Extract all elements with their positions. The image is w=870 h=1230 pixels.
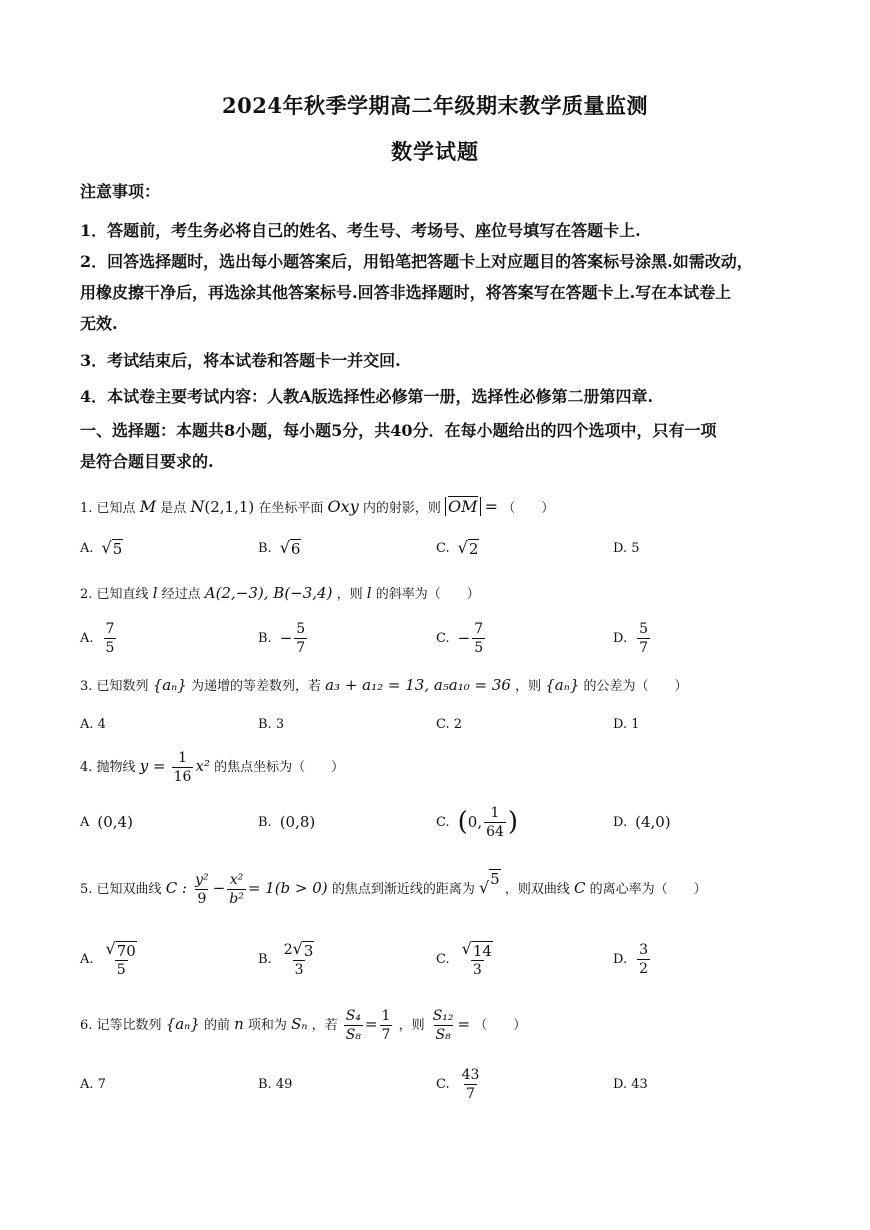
q6-eq-1: = <box>364 1015 378 1033</box>
q5-option-d[interactable] <box>613 936 652 982</box>
q5-fraction-1 <box>193 871 211 908</box>
q6-option-c-label: C. <box>436 1076 450 1092</box>
q4-frac-num: 1 <box>178 750 188 766</box>
q1-option-a-label: A. <box>80 540 94 556</box>
q4-text-2: 的焦点坐标为（ ） <box>214 760 345 775</box>
q3-options <box>80 704 792 744</box>
q5-a-sqrt: √ 70 <box>105 938 136 960</box>
q5-option-c-label: C. <box>436 951 450 967</box>
q5-f1-den: 9 <box>197 891 207 907</box>
q1-plane: Oxy <box>327 497 359 516</box>
q3-text-2: 为递增的等差数列，若 <box>190 679 321 694</box>
q2-option-c-label: C. <box>436 630 450 646</box>
exam-title: 2024年秋季学期高二年级期末教学质量监测 <box>222 93 648 118</box>
q6-option-d-label: D. 43 <box>613 1076 648 1092</box>
q1-option-b-value: 6 <box>290 540 301 558</box>
notice-item-2a: 2．回答选择题时，选出每小题答案后，用铅笔把答题卡上对应题目的答案标号涂黑.如需改动， <box>80 252 753 271</box>
q1-text-1: 1. 已知点 <box>80 501 136 516</box>
q2-option-d-fraction <box>637 620 650 657</box>
q6-text-1: 6. 记等比数列 <box>80 1018 162 1033</box>
q4-frac-den: 16 <box>173 769 192 785</box>
q4-fraction <box>172 749 194 786</box>
q1-point-n: N <box>190 497 205 516</box>
q4-option-d-value: (4,0) <box>635 813 671 831</box>
q1-option-b[interactable] <box>258 528 301 568</box>
q6-f1-num: S₄ <box>345 1008 361 1024</box>
q4-option-d[interactable] <box>613 800 671 844</box>
q5-curve-c-2: C <box>574 879 586 897</box>
q2-b-num: 5 <box>296 620 306 637</box>
q2-c-num: 7 <box>474 620 484 637</box>
q4-option-c-fraction <box>484 804 506 841</box>
q1-text-3: 在坐标平面 <box>258 501 324 516</box>
q6-option-b-label: B. 49 <box>258 1076 293 1092</box>
q4-option-c[interactable]: C. ( 0, $\frac{1}{64}$ ) <box>436 804 519 840</box>
q6-sn: Sₙ <box>291 1015 308 1033</box>
q6-c-num: 43 <box>461 1066 480 1083</box>
q4-option-a[interactable] <box>80 800 133 844</box>
q2-line-l-2: l <box>366 584 372 602</box>
q5-c-sqrt: √ 14 <box>461 938 492 960</box>
q1-vector-om: OM <box>448 497 478 516</box>
q4-option-a-value: (0,4) <box>97 813 133 831</box>
q6-f3-num: S₁₂ <box>432 1008 454 1024</box>
q3-option-c[interactable] <box>436 704 462 744</box>
q5-option-b-fraction <box>282 940 317 979</box>
q2-option-b-fraction <box>294 620 307 657</box>
q6-option-c[interactable] <box>436 1062 483 1106</box>
q6-c-den: 7 <box>466 1085 475 1102</box>
q2-option-a[interactable] <box>80 618 118 658</box>
notice-item-2c: 无效. <box>80 314 118 333</box>
q4-option-c-label: C. <box>436 814 450 830</box>
q6-sequence: {aₙ} <box>165 1015 200 1033</box>
q3-option-a-label: A. 4 <box>80 716 106 732</box>
q1-option-d-label: D. 5 <box>613 540 640 556</box>
q4-options <box>80 800 792 844</box>
q3-option-c-label: C. 2 <box>436 716 463 732</box>
question-4 <box>80 748 792 786</box>
q2-points: A(2,−3), B(−3,4) <box>204 584 333 602</box>
q2-options <box>80 618 792 658</box>
notice-item-1: 1．答题前，考生务必将自己的姓名、考生号、考场号、座位号填写在答题卡上. <box>80 221 641 240</box>
q3-sequence: {aₙ} <box>152 676 187 694</box>
q3-option-a[interactable] <box>80 704 106 744</box>
question-6 <box>80 1004 792 1046</box>
q5-a-root: 70 <box>116 941 136 960</box>
q5-f1-num: y² <box>195 872 209 888</box>
q5-root-value: 5 <box>490 870 500 888</box>
question-1 <box>80 496 792 520</box>
q1-option-b-sqrt: √ 6 <box>279 538 301 558</box>
q1-text-4: 内的射影，则 <box>362 501 441 516</box>
q2-c-sign: − <box>457 629 471 647</box>
q3-text-1: 3. 已知数列 <box>80 679 149 694</box>
q3-text-3: ，则 <box>515 679 542 694</box>
q5-fraction-2 <box>227 871 246 908</box>
q4-option-a-label: A <box>80 814 90 830</box>
q2-option-c[interactable] <box>436 618 487 658</box>
q4-option-b-label: B. <box>258 814 272 830</box>
q5-curve-c: C : <box>165 879 187 897</box>
q1-option-d[interactable] <box>613 528 640 568</box>
q1-point-m: M <box>139 497 157 516</box>
q5-option-c[interactable] <box>436 936 497 982</box>
q3-text-4: 的公差为（ ） <box>583 679 688 694</box>
q5-option-c-fraction <box>460 940 495 979</box>
q6-option-a[interactable] <box>80 1062 106 1106</box>
section-1-heading-a: 一、选择题：本题共8小题，每小题5分，共40分．在每小题给出的四个选项中，只有一项 <box>80 421 717 440</box>
q2-text-4: 的斜率为（ ） <box>375 587 480 602</box>
q1-option-c-label: C. <box>436 540 450 556</box>
q2-b-sign: − <box>279 629 293 647</box>
q2-option-b[interactable] <box>258 618 309 658</box>
q5-c-den: 3 <box>472 961 482 978</box>
q5-b-root: 3 <box>303 941 314 960</box>
notice-item-2b: 用橡皮擦干净后，再选涂其他答案标号.回答非选择题时，将答案写在答题卡上.写在本试卷上 <box>80 283 732 302</box>
q6-text-3: 项和为 <box>247 1018 287 1033</box>
q4-c-prefix: 0, <box>467 813 483 831</box>
q4-y-equals: y = <box>139 757 166 775</box>
q4-option-d-label: D. <box>613 814 628 830</box>
q5-rhs: = 1(b > 0) <box>247 879 328 897</box>
question-2 <box>80 582 792 606</box>
q4-option-b[interactable] <box>258 800 315 844</box>
q6-text-2: 的前 <box>203 1018 230 1033</box>
q6-option-d[interactable] <box>613 1062 648 1106</box>
q1-equals: = <box>484 497 499 516</box>
q6-fraction-3 <box>431 1007 456 1044</box>
q2-a-den: 5 <box>105 639 115 656</box>
q6-options <box>80 1062 792 1106</box>
q6-fraction-2 <box>380 1007 393 1044</box>
q4-text-1: 4. 抛物线 <box>80 760 136 775</box>
q6-f3-den: S₈ <box>435 1027 451 1043</box>
q2-option-d-label: D. <box>613 630 628 646</box>
q6-f1-den: S₈ <box>345 1027 361 1043</box>
q5-text-2: 的焦点到渐近线的距离为 <box>331 882 475 897</box>
q1-options <box>80 528 792 568</box>
q5-b-den: 3 <box>294 961 304 978</box>
q2-option-b-label: B. <box>258 630 272 646</box>
q4-x-squared: x² <box>195 757 210 775</box>
q1-option-c-value: 2 <box>468 540 479 558</box>
q2-a-num: 7 <box>105 620 115 637</box>
q2-option-d[interactable] <box>613 618 652 658</box>
q5-b-sqrt: √ 3 <box>292 938 314 960</box>
q1-option-c[interactable] <box>436 528 479 568</box>
q5-d-num: 3 <box>639 941 649 958</box>
q3-option-d-label: D. 1 <box>613 716 640 732</box>
q5-a-den: 5 <box>116 961 126 978</box>
question-3 <box>80 674 792 698</box>
q5-text-3: ，则双曲线 <box>504 882 570 897</box>
q1-option-a[interactable] <box>80 528 123 568</box>
q5-option-d-label: D. <box>613 951 628 967</box>
exam-subtitle: 数学试题 <box>391 139 479 164</box>
q1-text-5: （ ） <box>502 501 555 516</box>
q5-text-1: 5. 已知双曲线 <box>80 882 162 897</box>
q6-fraction-1 <box>344 1007 363 1044</box>
q5-b-coef: 2 <box>283 941 293 958</box>
q2-b-den: 7 <box>296 639 306 656</box>
q1-option-c-sqrt: √ 2 <box>457 538 479 558</box>
q1-option-b-label: B. <box>258 540 272 556</box>
q2-text-2: 经过点 <box>161 587 201 602</box>
q6-text-6: （ ） <box>474 1018 527 1033</box>
q6-eq-2: = <box>457 1015 471 1033</box>
q5-options <box>80 936 792 982</box>
q2-option-a-label: A. <box>80 630 94 646</box>
q6-f2-den: 7 <box>381 1027 391 1043</box>
q2-line-l: l <box>152 584 158 602</box>
q6-f2-num: 1 <box>381 1008 391 1024</box>
notice-item-4: 4．本试卷主要考试内容：人教A版选择性必修第一册，选择性必修第二册第四章. <box>80 387 654 406</box>
q5-root: √ 5 <box>478 870 500 897</box>
q2-option-c-fraction <box>472 620 485 657</box>
q6-n: n <box>234 1015 244 1033</box>
q2-option-a-fraction <box>104 620 117 657</box>
q1-vector-abs <box>445 497 481 516</box>
q5-d-den: 2 <box>639 960 649 977</box>
q1-option-a-value: 5 <box>112 540 123 558</box>
q5-option-d-fraction <box>637 941 650 978</box>
q6-text-5: ，则 <box>398 1018 425 1033</box>
q4-c-num: 1 <box>490 804 500 821</box>
q5-option-a-label: A. <box>80 951 94 967</box>
question-5 <box>80 868 792 910</box>
q2-d-den: 7 <box>639 639 649 656</box>
q6-option-c-fraction <box>460 1066 482 1103</box>
q5-f2-den: b² <box>229 891 244 907</box>
q3-option-d[interactable] <box>613 704 640 744</box>
q2-d-num: 5 <box>639 620 649 637</box>
q1-point-n-coords: (2,1,1) <box>204 498 255 516</box>
q2-text-1: 2. 已知直线 <box>80 587 149 602</box>
q5-option-a-fraction <box>104 940 139 979</box>
q5-option-b[interactable] <box>258 936 318 982</box>
q6-option-a-label: A. 7 <box>80 1076 106 1092</box>
q1-text-2: 是点 <box>160 501 187 516</box>
q5-option-a[interactable] <box>80 936 141 982</box>
q4-c-den: 64 <box>486 823 504 840</box>
notice-item-3: 3．考试结束后，将本试卷和答题卡一并交回. <box>80 351 401 370</box>
q5-minus: − <box>212 879 226 897</box>
q6-text-4: ，若 <box>311 1018 338 1033</box>
q1-option-a-sqrt: √ 5 <box>101 538 123 558</box>
q3-sequence-2: {aₙ} <box>545 676 580 694</box>
section-1-heading-b: 是符合题目要求的. <box>80 452 214 471</box>
q5-c-root: 14 <box>472 941 492 960</box>
q3-option-b-label: B. 3 <box>258 716 285 732</box>
q5-text-4: 的离心率为（ ） <box>589 882 707 897</box>
q5-option-b-label: B. <box>258 951 272 967</box>
q4-option-b-value: (0,8) <box>279 813 316 831</box>
q3-option-b[interactable] <box>258 704 284 744</box>
notice-heading: 注意事项： <box>80 182 161 201</box>
q3-condition: a₃ + a₁₂ = 13, a₅a₁₀ = 36 <box>325 676 511 694</box>
q2-text-3: ，则 <box>336 587 363 602</box>
q6-option-b[interactable] <box>258 1062 292 1106</box>
q2-c-den: 5 <box>474 639 484 656</box>
q5-f2-num: x² <box>229 872 244 888</box>
